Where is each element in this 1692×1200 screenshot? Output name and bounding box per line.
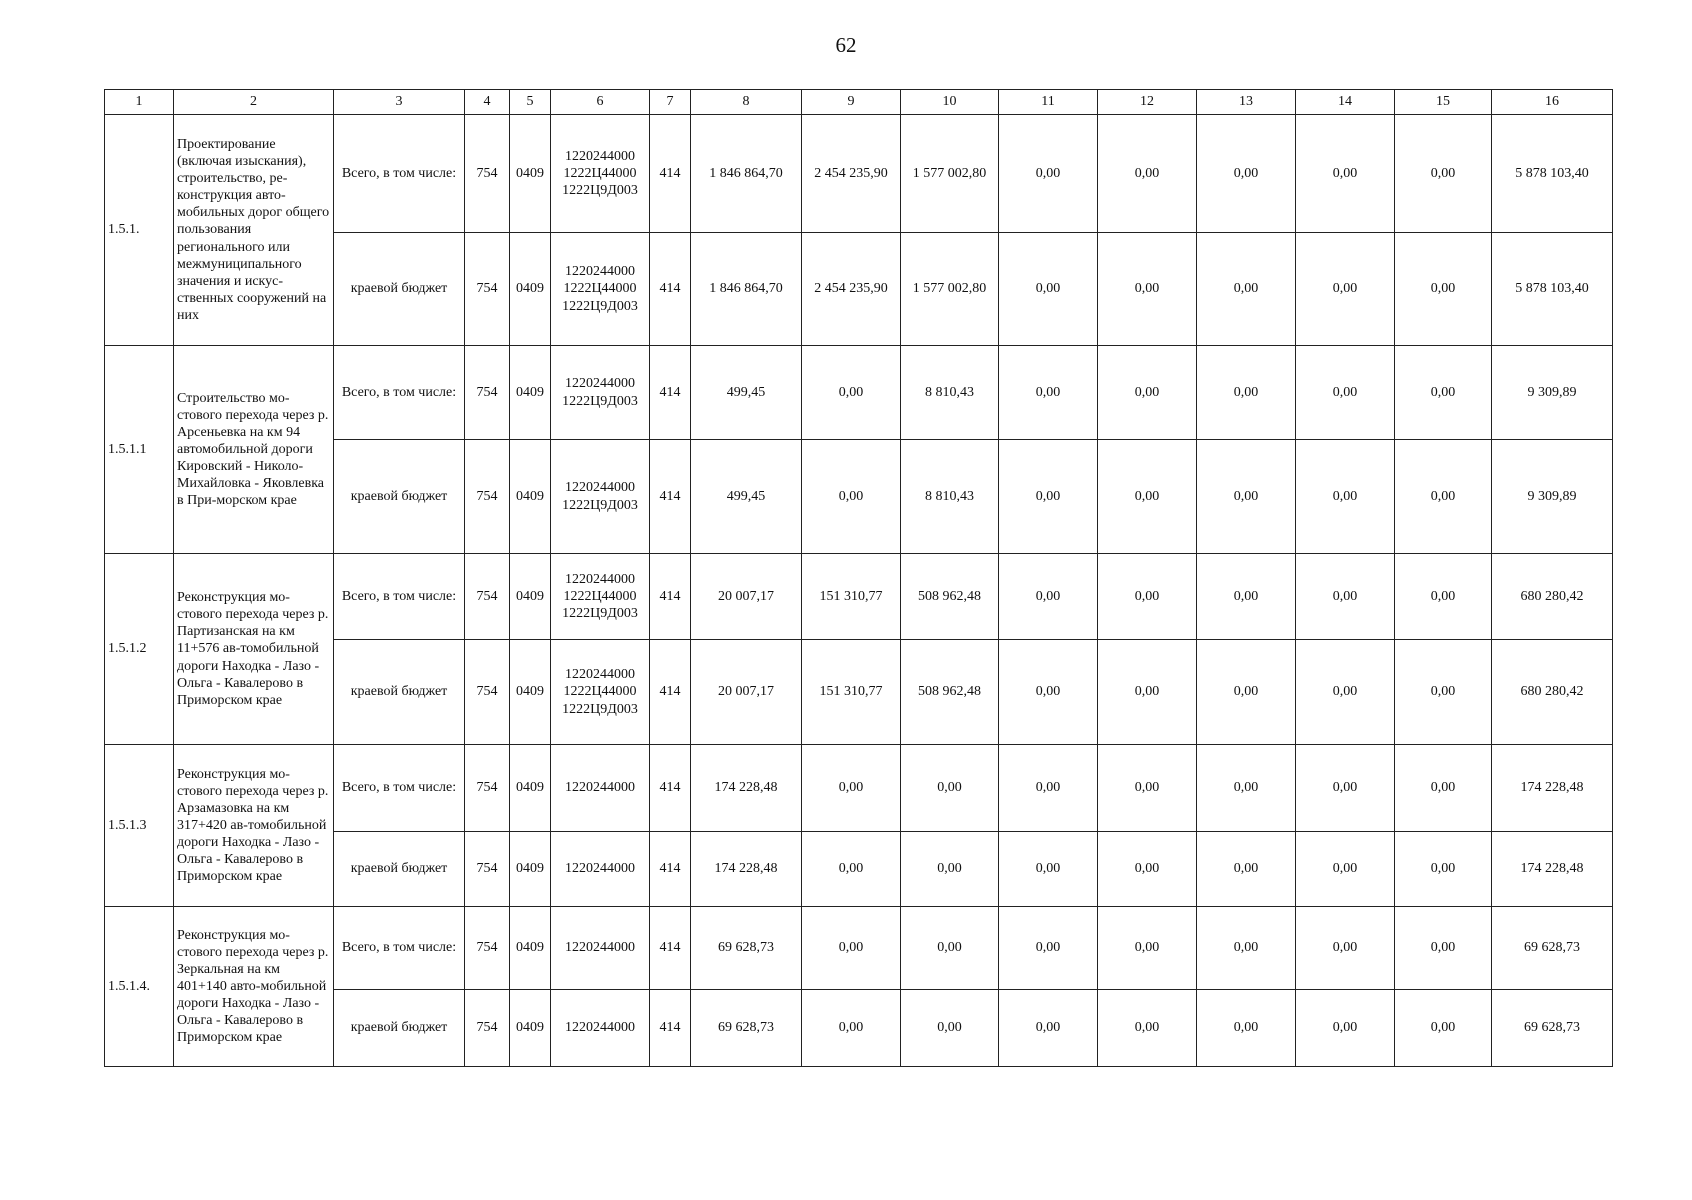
item-code: 1.5.1.3 [105, 745, 174, 907]
amount-cell-9: 2 454 235,90 [802, 115, 901, 233]
expense-type-cell: 414 [650, 115, 691, 233]
amount-cell-16: 69 628,73 [1492, 990, 1613, 1067]
amount-cell-11: 0,00 [999, 233, 1098, 346]
target-article-cell: 1220244000 1222Ц44000 1222Ц9Д003 [551, 233, 650, 346]
amount-cell-13: 0,00 [1197, 346, 1296, 440]
amount-cell-16: 5 878 103,40 [1492, 115, 1613, 233]
amount-cell-8: 20 007,17 [691, 554, 802, 640]
amount-cell-12: 0,00 [1098, 233, 1197, 346]
item-name: Проектирование (включая изыскания), строительство, ре-конструкция авто-мобильных дорог общего пользования регионального или межмуниципального значения и искус-ственных сооружений на них [174, 115, 334, 346]
amount-cell-14: 0,00 [1296, 346, 1395, 440]
table-body [105, 115, 1613, 1067]
item-code: 1.5.1. [105, 115, 174, 346]
amount-cell-8: 1 846 864,70 [691, 115, 802, 233]
table-row [105, 115, 1613, 233]
budget-table [104, 89, 1613, 1067]
amount-cell-9: 0,00 [802, 440, 901, 554]
amount-cell-13: 0,00 [1197, 440, 1296, 554]
target-article-cell: 1220244000 [551, 832, 650, 907]
expense-type-cell: 414 [650, 832, 691, 907]
amount-cell-12: 0,00 [1098, 832, 1197, 907]
funding-source-cell: краевой бюджет [334, 233, 465, 346]
amount-cell-8: 174 228,48 [691, 745, 802, 832]
amount-cell-13: 0,00 [1197, 990, 1296, 1067]
amount-cell-9: 0,00 [802, 832, 901, 907]
ministry-code-cell: 754 [465, 832, 510, 907]
amount-cell-13: 0,00 [1197, 640, 1296, 745]
ministry-code-cell: 754 [465, 115, 510, 233]
ministry-code-cell: 754 [465, 440, 510, 554]
amount-cell-14: 0,00 [1296, 440, 1395, 554]
amount-cell-9: 151 310,77 [802, 640, 901, 745]
amount-cell-11: 0,00 [999, 346, 1098, 440]
funding-source-cell: краевой бюджет [334, 832, 465, 907]
target-article-cell: 1220244000 [551, 907, 650, 990]
expense-type-cell: 414 [650, 907, 691, 990]
header-cell: 16 [1492, 90, 1613, 115]
section-code-cell: 0409 [510, 907, 551, 990]
ministry-code-cell: 754 [465, 346, 510, 440]
amount-cell-9: 2 454 235,90 [802, 233, 901, 346]
ministry-code-cell: 754 [465, 745, 510, 832]
amount-cell-15: 0,00 [1395, 554, 1492, 640]
section-code-cell: 0409 [510, 832, 551, 907]
amount-cell-11: 0,00 [999, 440, 1098, 554]
item-name: Реконструкция мо-стового перехода через р. Партизанская на км 11+576 ав-томобильной дороги Находка - Лазо - Ольга - Кавалерово в Приморском крае [174, 554, 334, 745]
amount-cell-10: 1 577 002,80 [901, 115, 999, 233]
header-cell: 11 [999, 90, 1098, 115]
target-article-cell: 1220244000 1222Ц44000 1222Ц9Д003 [551, 554, 650, 640]
amount-cell-16: 174 228,48 [1492, 832, 1613, 907]
section-code-cell: 0409 [510, 115, 551, 233]
amount-cell-8: 69 628,73 [691, 907, 802, 990]
amount-cell-12: 0,00 [1098, 440, 1197, 554]
amount-cell-13: 0,00 [1197, 907, 1296, 990]
expense-type-cell: 414 [650, 640, 691, 745]
table-row [105, 907, 1613, 990]
expense-type-cell: 414 [650, 233, 691, 346]
funding-source-cell: Всего, в том числе: [334, 554, 465, 640]
amount-cell-14: 0,00 [1296, 554, 1395, 640]
amount-cell-10: 0,00 [901, 832, 999, 907]
amount-cell-15: 0,00 [1395, 745, 1492, 832]
funding-source-cell: краевой бюджет [334, 640, 465, 745]
amount-cell-16: 680 280,42 [1492, 554, 1613, 640]
amount-cell-10: 508 962,48 [901, 554, 999, 640]
item-name: Строительство мо-стового перехода через р. Арсеньевка на км 94 автомобильной дороги Кировский - Николо-Михайловка - Яковлевка в При-морском крае [174, 346, 334, 554]
amount-cell-8: 1 846 864,70 [691, 233, 802, 346]
amount-cell-13: 0,00 [1197, 832, 1296, 907]
item-name: Реконструкция мо-стового перехода через р. Арзамазовка на км 317+420 ав-томобильной дороги Находка - Лазо - Ольга - Кавалерово в Приморском крае [174, 745, 334, 907]
amount-cell-8: 499,45 [691, 346, 802, 440]
expense-type-cell: 414 [650, 440, 691, 554]
target-article-cell: 1220244000 1222Ц44000 1222Ц9Д003 [551, 115, 650, 233]
item-code: 1.5.1.2 [105, 554, 174, 745]
funding-source-cell: Всего, в том числе: [334, 346, 465, 440]
section-code-cell: 0409 [510, 745, 551, 832]
amount-cell-14: 0,00 [1296, 640, 1395, 745]
amount-cell-8: 174 228,48 [691, 832, 802, 907]
header-cell: 7 [650, 90, 691, 115]
amount-cell-10: 0,00 [901, 745, 999, 832]
section-code-cell: 0409 [510, 440, 551, 554]
amount-cell-15: 0,00 [1395, 233, 1492, 346]
funding-source-cell: краевой бюджет [334, 990, 465, 1067]
amount-cell-9: 0,00 [802, 907, 901, 990]
target-article-cell: 1220244000 [551, 990, 650, 1067]
amount-cell-12: 0,00 [1098, 907, 1197, 990]
amount-cell-11: 0,00 [999, 990, 1098, 1067]
amount-cell-8: 20 007,17 [691, 640, 802, 745]
ministry-code-cell: 754 [465, 554, 510, 640]
amount-cell-11: 0,00 [999, 640, 1098, 745]
section-code-cell: 0409 [510, 346, 551, 440]
ministry-code-cell: 754 [465, 233, 510, 346]
amount-cell-9: 0,00 [802, 346, 901, 440]
header-cell: 2 [174, 90, 334, 115]
amount-cell-16: 680 280,42 [1492, 640, 1613, 745]
amount-cell-15: 0,00 [1395, 640, 1492, 745]
amount-cell-13: 0,00 [1197, 745, 1296, 832]
funding-source-cell: краевой бюджет [334, 440, 465, 554]
section-code-cell: 0409 [510, 990, 551, 1067]
amount-cell-12: 0,00 [1098, 554, 1197, 640]
table-row [105, 554, 1613, 640]
header-cell: 8 [691, 90, 802, 115]
amount-cell-11: 0,00 [999, 115, 1098, 233]
header-cell: 14 [1296, 90, 1395, 115]
expense-type-cell: 414 [650, 554, 691, 640]
funding-source-cell: Всего, в том числе: [334, 115, 465, 233]
amount-cell-10: 0,00 [901, 907, 999, 990]
section-code-cell: 0409 [510, 640, 551, 745]
header-cell: 12 [1098, 90, 1197, 115]
expense-type-cell: 414 [650, 990, 691, 1067]
amount-cell-16: 174 228,48 [1492, 745, 1613, 832]
target-article-cell: 1220244000 1222Ц9Д003 [551, 346, 650, 440]
amount-cell-12: 0,00 [1098, 990, 1197, 1067]
item-code: 1.5.1.1 [105, 346, 174, 554]
amount-cell-12: 0,00 [1098, 115, 1197, 233]
amount-cell-11: 0,00 [999, 907, 1098, 990]
section-code-cell: 0409 [510, 554, 551, 640]
amount-cell-15: 0,00 [1395, 115, 1492, 233]
table-row [105, 346, 1613, 440]
table-row [105, 745, 1613, 832]
ministry-code-cell: 754 [465, 907, 510, 990]
amount-cell-10: 0,00 [901, 990, 999, 1067]
ministry-code-cell: 754 [465, 640, 510, 745]
amount-cell-12: 0,00 [1098, 745, 1197, 832]
funding-source-cell: Всего, в том числе: [334, 745, 465, 832]
amount-cell-16: 9 309,89 [1492, 440, 1613, 554]
header-cell: 3 [334, 90, 465, 115]
amount-cell-15: 0,00 [1395, 907, 1492, 990]
amount-cell-15: 0,00 [1395, 346, 1492, 440]
expense-type-cell: 414 [650, 745, 691, 832]
amount-cell-10: 508 962,48 [901, 640, 999, 745]
amount-cell-16: 9 309,89 [1492, 346, 1613, 440]
amount-cell-16: 5 878 103,40 [1492, 233, 1613, 346]
amount-cell-16: 69 628,73 [1492, 907, 1613, 990]
amount-cell-13: 0,00 [1197, 554, 1296, 640]
amount-cell-8: 69 628,73 [691, 990, 802, 1067]
target-article-cell: 1220244000 1222Ц9Д003 [551, 440, 650, 554]
amount-cell-10: 8 810,43 [901, 346, 999, 440]
amount-cell-10: 1 577 002,80 [901, 233, 999, 346]
section-code-cell: 0409 [510, 233, 551, 346]
amount-cell-9: 0,00 [802, 990, 901, 1067]
header-cell: 1 [105, 90, 174, 115]
header-cell: 5 [510, 90, 551, 115]
page-number: 62 [835, 33, 857, 57]
amount-cell-11: 0,00 [999, 554, 1098, 640]
expense-type-cell: 414 [650, 346, 691, 440]
amount-cell-11: 0,00 [999, 745, 1098, 832]
amount-cell-14: 0,00 [1296, 233, 1395, 346]
header-cell: 6 [551, 90, 650, 115]
funding-source-cell: Всего, в том числе: [334, 907, 465, 990]
header-cell: 10 [901, 90, 999, 115]
header-row [105, 90, 1613, 115]
amount-cell-15: 0,00 [1395, 832, 1492, 907]
amount-cell-8: 499,45 [691, 440, 802, 554]
header-cell: 4 [465, 90, 510, 115]
header-cell: 15 [1395, 90, 1492, 115]
amount-cell-14: 0,00 [1296, 745, 1395, 832]
amount-cell-13: 0,00 [1197, 115, 1296, 233]
item-name: Реконструкция мо-стового перехода через р. Зеркальная на км 401+140 авто-мобильной дороги Находка - Лазо - Ольга - Кавалерово в Приморском крае [174, 907, 334, 1067]
amount-cell-14: 0,00 [1296, 990, 1395, 1067]
amount-cell-14: 0,00 [1296, 115, 1395, 233]
amount-cell-13: 0,00 [1197, 233, 1296, 346]
target-article-cell: 1220244000 [551, 745, 650, 832]
amount-cell-14: 0,00 [1296, 832, 1395, 907]
amount-cell-9: 0,00 [802, 745, 901, 832]
ministry-code-cell: 754 [465, 990, 510, 1067]
amount-cell-11: 0,00 [999, 832, 1098, 907]
header-cell: 9 [802, 90, 901, 115]
amount-cell-12: 0,00 [1098, 640, 1197, 745]
item-code: 1.5.1.4. [105, 907, 174, 1067]
amount-cell-15: 0,00 [1395, 990, 1492, 1067]
target-article-cell: 1220244000 1222Ц44000 1222Ц9Д003 [551, 640, 650, 745]
header-cell: 13 [1197, 90, 1296, 115]
amount-cell-10: 8 810,43 [901, 440, 999, 554]
amount-cell-15: 0,00 [1395, 440, 1492, 554]
amount-cell-9: 151 310,77 [802, 554, 901, 640]
amount-cell-14: 0,00 [1296, 907, 1395, 990]
amount-cell-12: 0,00 [1098, 346, 1197, 440]
